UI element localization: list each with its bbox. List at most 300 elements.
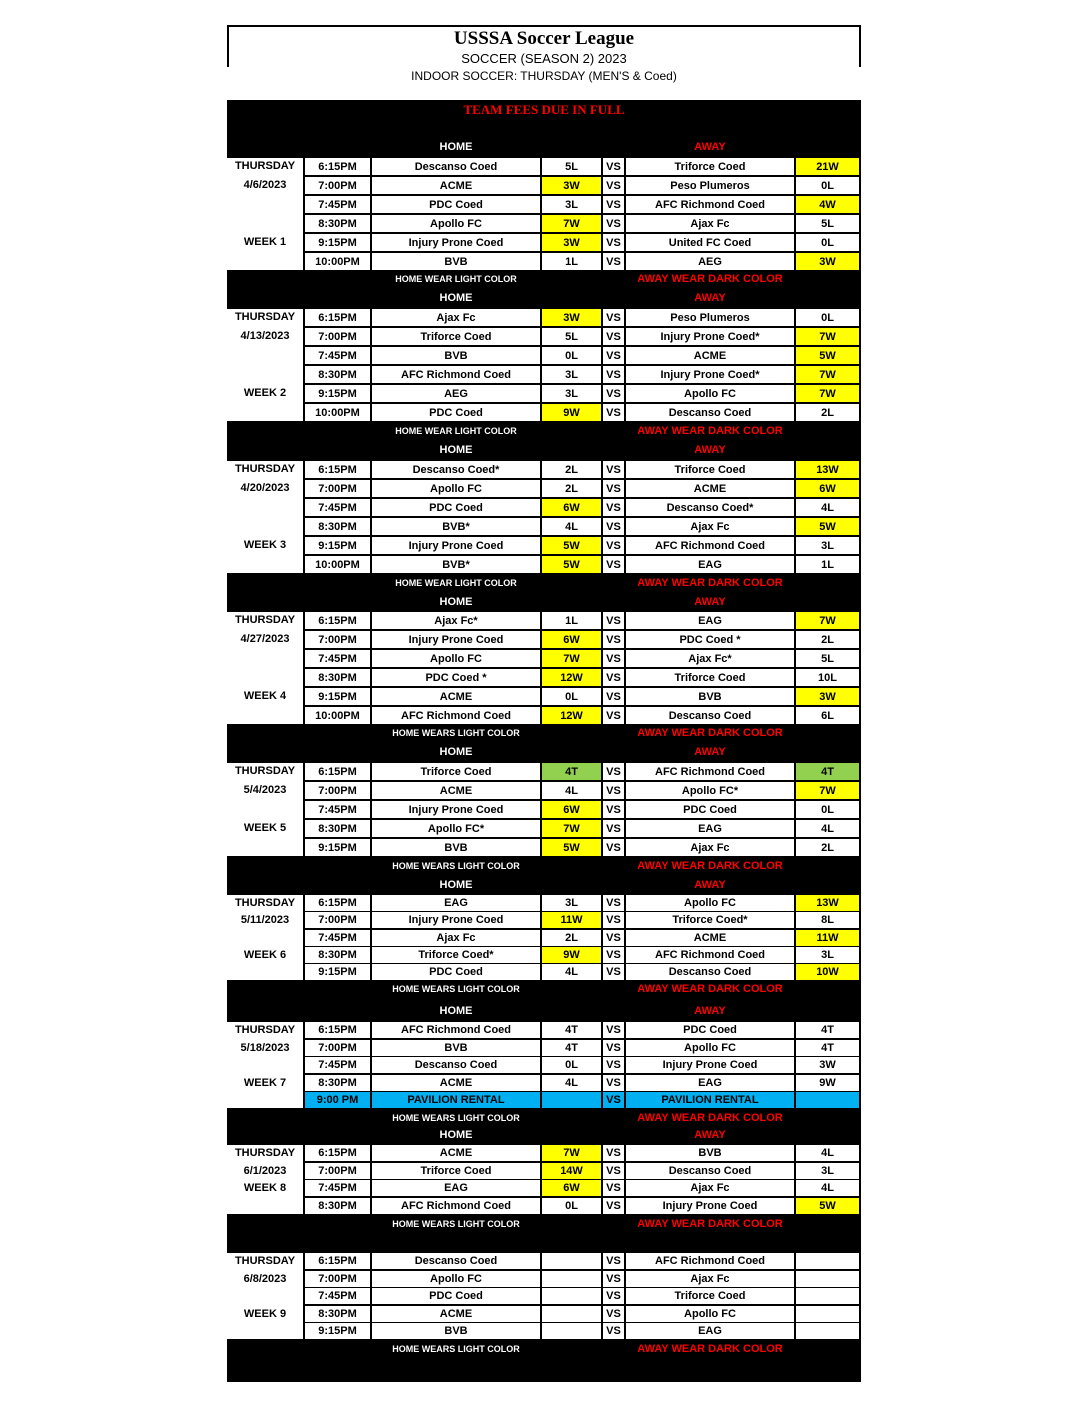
day-label: THURSDAY bbox=[234, 765, 296, 777]
away-result: 10W bbox=[796, 964, 859, 980]
away-result: 0L bbox=[796, 309, 859, 326]
away-team: Triforce Coed bbox=[626, 1288, 794, 1304]
home-result: 5W bbox=[542, 839, 601, 856]
home-team: BVB bbox=[372, 1323, 540, 1339]
schedule-table bbox=[227, 100, 861, 1382]
day-label: THURSDAY bbox=[234, 614, 296, 626]
home-team: ACME bbox=[372, 1075, 540, 1091]
home-result bbox=[542, 1323, 601, 1339]
away-result bbox=[796, 1092, 859, 1108]
home-column-label: HOME bbox=[439, 879, 473, 891]
away-column-label: AWAY bbox=[694, 292, 726, 304]
away-result bbox=[796, 1271, 859, 1287]
home-result: 1L bbox=[542, 253, 601, 270]
home-team: EAG bbox=[372, 1180, 540, 1196]
away-team: Triforce Coed bbox=[626, 158, 794, 175]
home-team: PDC Coed bbox=[372, 1288, 540, 1304]
away-result: 7W bbox=[796, 328, 859, 345]
away-team: Apollo FC bbox=[626, 1306, 794, 1322]
home-result: 4L bbox=[542, 782, 601, 799]
vs-label: VS bbox=[603, 1040, 624, 1056]
home-result: 3W bbox=[542, 177, 601, 194]
game-time: 9:15PM bbox=[305, 964, 370, 980]
home-team: Descanso Coed bbox=[372, 1057, 540, 1073]
away-team: AFC Richmond Coed bbox=[626, 537, 794, 554]
home-team: BVB bbox=[372, 253, 540, 270]
away-result: 3W bbox=[796, 688, 859, 705]
home-result: 2L bbox=[542, 930, 601, 946]
game-time: 7:45PM bbox=[305, 499, 370, 516]
home-team: Ajax Fc* bbox=[372, 612, 540, 629]
game-date: 4/20/2023 bbox=[240, 482, 290, 494]
away-result: 3L bbox=[796, 1163, 859, 1179]
away-wear-note: AWAY WEAR DARK COLOR bbox=[637, 727, 783, 739]
game-date: 6/8/2023 bbox=[243, 1273, 287, 1285]
away-result: 5L bbox=[796, 215, 859, 232]
day-label: THURSDAY bbox=[234, 897, 296, 909]
game-time: 7:00PM bbox=[305, 177, 370, 194]
game-time: 9:00 PM bbox=[305, 1092, 370, 1108]
home-team: AEG bbox=[372, 385, 540, 402]
vs-label: VS bbox=[603, 669, 624, 686]
game-time: 10:00PM bbox=[305, 707, 370, 724]
vs-label: VS bbox=[603, 537, 624, 554]
game-time: 7:45PM bbox=[305, 1180, 370, 1196]
week-info-cell bbox=[227, 612, 303, 724]
home-team: Injury Prone Coed bbox=[372, 912, 540, 928]
home-result: 4L bbox=[542, 964, 601, 980]
home-wear-note: HOME WEAR LIGHT COLOR bbox=[395, 274, 517, 284]
away-result bbox=[796, 1253, 859, 1269]
vs-label: VS bbox=[603, 895, 624, 911]
vs-label: VS bbox=[603, 1180, 624, 1196]
away-team: Apollo FC bbox=[626, 895, 794, 911]
game-time: 7:00PM bbox=[305, 328, 370, 345]
vs-label: VS bbox=[603, 930, 624, 946]
vs-label: VS bbox=[603, 688, 624, 705]
vs-label: VS bbox=[603, 556, 624, 573]
home-result: 7W bbox=[542, 820, 601, 837]
vs-label: VS bbox=[603, 1163, 624, 1179]
league-title: USSSA Soccer League bbox=[453, 28, 635, 49]
fees-notice: TEAM FEES DUE IN FULL bbox=[463, 102, 625, 117]
home-result: 5L bbox=[542, 158, 601, 175]
away-result bbox=[796, 1323, 859, 1339]
away-team: Apollo FC bbox=[626, 385, 794, 402]
home-team: Triforce Coed bbox=[372, 1163, 540, 1179]
home-team: AFC Richmond Coed bbox=[372, 1198, 540, 1214]
home-column-label: HOME bbox=[439, 1005, 473, 1017]
away-team: ACME bbox=[626, 347, 794, 364]
game-time: 9:15PM bbox=[305, 234, 370, 251]
away-team: Injury Prone Coed bbox=[626, 1198, 794, 1214]
game-time: 8:30PM bbox=[305, 947, 370, 963]
home-result: 9W bbox=[542, 947, 601, 963]
game-time: 7:00PM bbox=[305, 1163, 370, 1179]
home-result: 12W bbox=[542, 669, 601, 686]
vs-label: VS bbox=[603, 1022, 624, 1038]
vs-label: VS bbox=[603, 518, 624, 535]
game-date: 4/13/2023 bbox=[240, 330, 290, 342]
week-info-cell bbox=[227, 763, 303, 856]
vs-label: VS bbox=[603, 947, 624, 963]
away-team: Descanso Coed bbox=[626, 707, 794, 724]
away-column-label: AWAY bbox=[694, 596, 726, 608]
away-result: 8L bbox=[796, 912, 859, 928]
away-team: United FC Coed bbox=[626, 234, 794, 251]
vs-label: VS bbox=[603, 1271, 624, 1287]
home-team: ACME bbox=[372, 782, 540, 799]
day-label: THURSDAY bbox=[234, 1255, 296, 1267]
week-label: WEEK 5 bbox=[243, 822, 287, 834]
home-result: 3L bbox=[542, 385, 601, 402]
home-team: Descanso Coed* bbox=[372, 461, 540, 478]
home-team: AFC Richmond Coed bbox=[372, 1022, 540, 1038]
vs-label: VS bbox=[603, 631, 624, 648]
game-time: 8:30PM bbox=[305, 215, 370, 232]
game-time: 7:45PM bbox=[305, 347, 370, 364]
week-label: WEEK 6 bbox=[243, 949, 287, 961]
away-wear-note: AWAY WEAR DARK COLOR bbox=[637, 1218, 783, 1230]
home-team: Apollo FC* bbox=[372, 820, 540, 837]
vs-label: VS bbox=[603, 1092, 624, 1108]
vs-label: VS bbox=[603, 763, 624, 780]
away-wear-note: AWAY WEAR DARK COLOR bbox=[637, 273, 783, 285]
week-label: WEEK 3 bbox=[243, 539, 287, 551]
home-wear-note: HOME WEARS LIGHT COLOR bbox=[392, 1113, 520, 1123]
home-column-label: HOME bbox=[439, 292, 473, 304]
week-label: WEEK 4 bbox=[243, 690, 287, 702]
away-team: Injury Prone Coed bbox=[626, 1057, 794, 1073]
home-team: AFC Richmond Coed bbox=[372, 707, 540, 724]
away-result: 5W bbox=[796, 347, 859, 364]
home-result: 5L bbox=[542, 328, 601, 345]
away-team: EAG bbox=[626, 612, 794, 629]
home-team: Apollo FC bbox=[372, 215, 540, 232]
home-team: Apollo FC bbox=[372, 480, 540, 497]
game-time: 10:00PM bbox=[305, 404, 370, 421]
home-team: Ajax Fc bbox=[372, 309, 540, 326]
schedule-header bbox=[227, 25, 861, 97]
vs-label: VS bbox=[603, 912, 624, 928]
game-time: 10:00PM bbox=[305, 253, 370, 270]
away-team: PAVILION RENTAL bbox=[626, 1092, 794, 1108]
vs-label: VS bbox=[603, 1288, 624, 1304]
away-team: Injury Prone Coed* bbox=[626, 366, 794, 383]
home-wear-note: HOME WEAR LIGHT COLOR bbox=[395, 578, 517, 588]
away-column-label: AWAY bbox=[694, 1129, 726, 1141]
home-team: Descanso Coed bbox=[372, 158, 540, 175]
schedule-subtitle: INDOOR SOCCER: THURSDAY (MEN'S & Coed) bbox=[411, 69, 677, 83]
away-team: Triforce Coed bbox=[626, 669, 794, 686]
away-team: AFC Richmond Coed bbox=[626, 947, 794, 963]
home-result: 3L bbox=[542, 196, 601, 213]
game-time: 6:15PM bbox=[305, 158, 370, 175]
season-title: SOCCER (SEASON 2) 2023 bbox=[461, 51, 627, 66]
game-time: 7:45PM bbox=[305, 1057, 370, 1073]
game-time: 6:15PM bbox=[305, 461, 370, 478]
away-team: Descanso Coed* bbox=[626, 499, 794, 516]
away-team: Triforce Coed* bbox=[626, 912, 794, 928]
game-time: 9:15PM bbox=[305, 688, 370, 705]
home-result: 3W bbox=[542, 234, 601, 251]
away-team: AFC Richmond Coed bbox=[626, 763, 794, 780]
away-team: Ajax Fc bbox=[626, 839, 794, 856]
away-column-label: AWAY bbox=[694, 141, 726, 153]
home-result: 12W bbox=[542, 707, 601, 724]
home-result: 1L bbox=[542, 612, 601, 629]
home-team: PDC Coed bbox=[372, 404, 540, 421]
week-label: WEEK 1 bbox=[243, 236, 287, 248]
game-time: 7:00PM bbox=[305, 1271, 370, 1287]
away-team: BVB bbox=[626, 688, 794, 705]
away-team: Descanso Coed bbox=[626, 1163, 794, 1179]
away-wear-note: AWAY WEAR DARK COLOR bbox=[637, 983, 783, 995]
away-team: Peso Plumeros bbox=[626, 177, 794, 194]
game-date: 5/4/2023 bbox=[243, 784, 287, 796]
vs-label: VS bbox=[603, 461, 624, 478]
week-label: WEEK 9 bbox=[243, 1308, 287, 1320]
vs-label: VS bbox=[603, 366, 624, 383]
game-time: 9:15PM bbox=[305, 537, 370, 554]
home-team: ACME bbox=[372, 1145, 540, 1161]
away-team: Descanso Coed bbox=[626, 964, 794, 980]
vs-label: VS bbox=[603, 1323, 624, 1339]
home-team: ACME bbox=[372, 1306, 540, 1322]
away-result: 2L bbox=[796, 631, 859, 648]
week-info-cell bbox=[227, 158, 303, 270]
home-result: 7W bbox=[542, 650, 601, 667]
home-wear-note: HOME WEARS LIGHT COLOR bbox=[392, 1344, 520, 1354]
away-result: 4L bbox=[796, 499, 859, 516]
away-team: PDC Coed bbox=[626, 1022, 794, 1038]
home-team: PAVILION RENTAL bbox=[372, 1092, 540, 1108]
vs-label: VS bbox=[603, 215, 624, 232]
game-time: 8:30PM bbox=[305, 669, 370, 686]
home-team: BVB bbox=[372, 347, 540, 364]
game-time: 8:30PM bbox=[305, 518, 370, 535]
away-wear-note: AWAY WEAR DARK COLOR bbox=[637, 425, 783, 437]
home-result: 7W bbox=[542, 1145, 601, 1161]
vs-label: VS bbox=[603, 612, 624, 629]
home-result: 2L bbox=[542, 461, 601, 478]
week-info-cell bbox=[227, 309, 303, 421]
home-result: 0L bbox=[542, 1198, 601, 1214]
away-result: 7W bbox=[796, 612, 859, 629]
away-result: 4T bbox=[796, 1040, 859, 1056]
away-result bbox=[796, 1288, 859, 1304]
away-result: 0L bbox=[796, 177, 859, 194]
game-time: 10:00PM bbox=[305, 556, 370, 573]
home-team: Triforce Coed bbox=[372, 763, 540, 780]
home-result: 7W bbox=[542, 215, 601, 232]
home-wear-note: HOME WEARS LIGHT COLOR bbox=[392, 861, 520, 871]
home-column-label: HOME bbox=[439, 444, 473, 456]
game-time: 7:00PM bbox=[305, 480, 370, 497]
away-column-label: AWAY bbox=[694, 746, 726, 758]
away-result: 7W bbox=[796, 782, 859, 799]
game-date: 5/18/2023 bbox=[240, 1042, 290, 1054]
game-time: 6:15PM bbox=[305, 1253, 370, 1269]
game-time: 7:45PM bbox=[305, 196, 370, 213]
home-result: 6W bbox=[542, 631, 601, 648]
day-label: THURSDAY bbox=[234, 1024, 296, 1036]
away-team: BVB bbox=[626, 1145, 794, 1161]
vs-label: VS bbox=[603, 1075, 624, 1091]
game-time: 7:00PM bbox=[305, 912, 370, 928]
game-time: 7:00PM bbox=[305, 1040, 370, 1056]
away-team: EAG bbox=[626, 1075, 794, 1091]
home-team: Triforce Coed bbox=[372, 328, 540, 345]
home-column-label: HOME bbox=[439, 141, 473, 153]
game-time: 8:30PM bbox=[305, 1075, 370, 1091]
game-date: 5/11/2023 bbox=[240, 914, 290, 926]
home-result: 14W bbox=[542, 1163, 601, 1179]
away-team: EAG bbox=[626, 820, 794, 837]
away-result: 3W bbox=[796, 253, 859, 270]
away-wear-note: AWAY WEAR DARK COLOR bbox=[637, 1343, 783, 1355]
away-result: 7W bbox=[796, 366, 859, 383]
vs-label: VS bbox=[603, 404, 624, 421]
home-result: 6W bbox=[542, 801, 601, 818]
home-result bbox=[542, 1306, 601, 1322]
away-result: 6W bbox=[796, 480, 859, 497]
away-team: Triforce Coed bbox=[626, 461, 794, 478]
home-column-label: HOME bbox=[439, 596, 473, 608]
away-result: 13W bbox=[796, 461, 859, 478]
away-result: 4T bbox=[796, 763, 859, 780]
away-team: AFC Richmond Coed bbox=[626, 1253, 794, 1269]
home-team: Apollo FC bbox=[372, 1271, 540, 1287]
away-team: PDC Coed * bbox=[626, 631, 794, 648]
home-column-label: HOME bbox=[439, 746, 473, 758]
week-info-cell bbox=[227, 895, 303, 980]
home-wear-note: HOME WEAR LIGHT COLOR bbox=[395, 426, 517, 436]
away-column-label: AWAY bbox=[694, 879, 726, 891]
away-team: Ajax Fc bbox=[626, 518, 794, 535]
game-time: 8:30PM bbox=[305, 366, 370, 383]
home-team: Triforce Coed* bbox=[372, 947, 540, 963]
away-result: 21W bbox=[796, 158, 859, 175]
away-team: ACME bbox=[626, 480, 794, 497]
home-wear-note: HOME WEARS LIGHT COLOR bbox=[392, 1219, 520, 1229]
home-team: ACME bbox=[372, 688, 540, 705]
away-result: 3L bbox=[796, 537, 859, 554]
away-result bbox=[796, 1306, 859, 1322]
vs-label: VS bbox=[603, 347, 624, 364]
away-team: Ajax Fc bbox=[626, 1271, 794, 1287]
week-info-cell bbox=[227, 1022, 303, 1108]
home-result bbox=[542, 1253, 601, 1269]
away-result: 5L bbox=[796, 650, 859, 667]
day-label: THURSDAY bbox=[234, 463, 296, 475]
game-time: 7:00PM bbox=[305, 782, 370, 799]
game-time: 7:45PM bbox=[305, 1288, 370, 1304]
away-result: 11W bbox=[796, 930, 859, 946]
away-result: 4T bbox=[796, 1022, 859, 1038]
week-label: WEEK 7 bbox=[243, 1077, 287, 1089]
home-result bbox=[542, 1271, 601, 1287]
home-team: Descanso Coed bbox=[372, 1253, 540, 1269]
home-team: Injury Prone Coed bbox=[372, 631, 540, 648]
away-result: 4W bbox=[796, 196, 859, 213]
home-result: 3L bbox=[542, 366, 601, 383]
away-result: 0L bbox=[796, 234, 859, 251]
week-info-cell bbox=[227, 461, 303, 573]
home-team: PDC Coed bbox=[372, 964, 540, 980]
away-result: 1L bbox=[796, 556, 859, 573]
game-time: 6:15PM bbox=[305, 612, 370, 629]
vs-label: VS bbox=[603, 158, 624, 175]
home-team: ACME bbox=[372, 177, 540, 194]
game-time: 9:15PM bbox=[305, 839, 370, 856]
vs-label: VS bbox=[603, 385, 624, 402]
game-time: 6:15PM bbox=[305, 1022, 370, 1038]
vs-label: VS bbox=[603, 839, 624, 856]
home-result: 3W bbox=[542, 309, 601, 326]
vs-label: VS bbox=[603, 177, 624, 194]
away-result: 4L bbox=[796, 1180, 859, 1196]
vs-label: VS bbox=[603, 1198, 624, 1214]
vs-label: VS bbox=[603, 1145, 624, 1161]
home-team: BVB bbox=[372, 1040, 540, 1056]
away-team: Peso Plumeros bbox=[626, 309, 794, 326]
game-time: 6:15PM bbox=[305, 309, 370, 326]
home-result: 4L bbox=[542, 1075, 601, 1091]
home-result: 0L bbox=[542, 347, 601, 364]
home-result: 11W bbox=[542, 912, 601, 928]
home-result: 2L bbox=[542, 480, 601, 497]
vs-label: VS bbox=[603, 1057, 624, 1073]
away-result: 4L bbox=[796, 1145, 859, 1161]
home-result: 5W bbox=[542, 537, 601, 554]
game-time: 8:30PM bbox=[305, 1306, 370, 1322]
away-result: 5W bbox=[796, 518, 859, 535]
home-result: 4T bbox=[542, 763, 601, 780]
home-result: 6W bbox=[542, 1180, 601, 1196]
vs-label: VS bbox=[603, 480, 624, 497]
home-result: 0L bbox=[542, 688, 601, 705]
home-column-label: HOME bbox=[439, 1129, 473, 1141]
game-time: 9:15PM bbox=[305, 1323, 370, 1339]
game-time: 8:30PM bbox=[305, 1198, 370, 1214]
vs-label: VS bbox=[603, 801, 624, 818]
game-date: 6/1/2023 bbox=[243, 1165, 287, 1177]
away-wear-note: AWAY WEAR DARK COLOR bbox=[637, 860, 783, 872]
game-time: 7:45PM bbox=[305, 801, 370, 818]
home-team: AFC Richmond Coed bbox=[372, 366, 540, 383]
away-team: PDC Coed bbox=[626, 801, 794, 818]
home-wear-note: HOME WEARS LIGHT COLOR bbox=[392, 984, 520, 994]
game-time: 6:15PM bbox=[305, 1145, 370, 1161]
away-column-label: AWAY bbox=[694, 444, 726, 456]
home-team: BVB* bbox=[372, 518, 540, 535]
away-team: Apollo FC bbox=[626, 1040, 794, 1056]
vs-label: VS bbox=[603, 253, 624, 270]
vs-label: VS bbox=[603, 196, 624, 213]
away-wear-note: AWAY WEAR DARK COLOR bbox=[637, 577, 783, 589]
away-result: 0L bbox=[796, 801, 859, 818]
game-time: 7:00PM bbox=[305, 631, 370, 648]
home-result bbox=[542, 1288, 601, 1304]
vs-label: VS bbox=[603, 782, 624, 799]
week-label: WEEK 2 bbox=[243, 387, 287, 399]
away-result: 7W bbox=[796, 385, 859, 402]
away-team: Ajax Fc bbox=[626, 215, 794, 232]
home-team: PDC Coed bbox=[372, 499, 540, 516]
home-team: Injury Prone Coed bbox=[372, 801, 540, 818]
game-date: 4/6/2023 bbox=[243, 179, 287, 191]
